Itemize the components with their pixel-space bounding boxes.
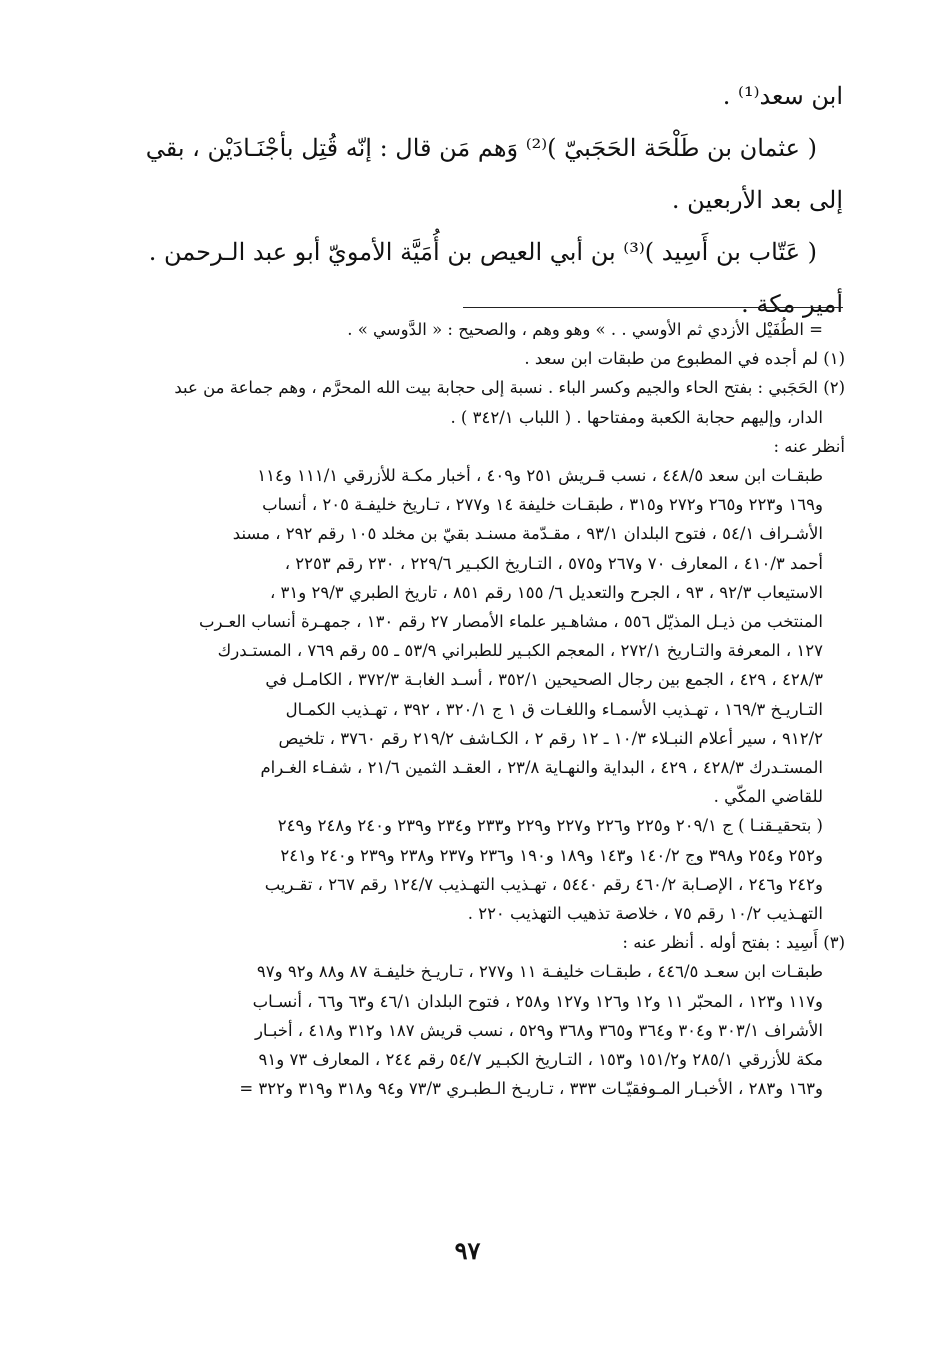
- footnote-line: الاستيعاب ٩٢/٣ ، ٩٣ ، الجرح والتعديل ٦/ ١٥٥ رقم ٨٥١ ، تاريخ الطبري ٢٩/٣ و٣١ ،: [269, 582, 823, 602]
- footnote-line: ( بتحقيـقنـا ) ج ٢٠٩/١ و٢٢٥ و٢٢٦ و٢٢٧ و٢٢٩ و٢٣٣ و٢٣٤ و٢٣٩ و٢٤٠ و٢٤٨ و٢٤٩: [277, 816, 823, 836]
- page-number: ٩٧: [454, 1236, 481, 1265]
- footnote-line: ٩١٢/٢ ، سير أعلام النبـلاء ١٠/٣ ـ ١٢ رقم ٢ ، الكـاشف ٢١٩/٢ رقم ٣٧٦٠ ، تلخيص: [278, 728, 823, 748]
- footnote-line: أحمد ٤١٠/٣ ، المعارف ٧٠ و٢٦٧ و٥٧٥ ، التـاريخ الكبـير ٢٢٩/٦ ، ٢٣٠ رقم ٢٢٥٣ ،: [284, 553, 823, 573]
- footnote-line: الأشـراف ٥٤/١ ، فتوح البلدان ٩٣/١ ، مقـدّمة مسنـد بقيّ بن مخلد ١٠٥ رقم ٢٩٢ ، مسند: [232, 524, 823, 544]
- footnote-line: طبقـات ابن سعـد ٤٤٦/٥ ، طبقـات خليفـة ١١ و٢٧٧ ، تـاريـخ خليفـة ٨٧ و٨٨ و٩٢ و٩٧: [256, 962, 823, 982]
- footnote-line: = الطُفَيْل الأزدي ثم الأوسي . . » وهو وهم ، والصحيح : « الدَّوسي » .: [347, 320, 823, 339]
- main-line: ابن سعد⁽¹⁾ .: [722, 82, 843, 110]
- footnote-line: للقاضي المكّي .: [713, 787, 823, 807]
- main-line: ( عثمان بن طَلْحَة الحَجَبيّ )⁽²⁾ وَهم مَن قال : إنّه قُتِل بأجْنَـادَيْن ، بقي: [145, 134, 817, 162]
- footnote-line: طبقـات ابن سعد ٤٤٨/٥ ، نسب قـريش ٢٥١ و٤٠٩ ، أخبار مكـة للأزرقي ١١١/١ و١١٤: [257, 466, 823, 486]
- footnote-line: ٤٢٨/٣ ، ٤٢٩ ، الجمع بين رجال الصحيحين ٣٥٢/١ ، أسـد الغابـة ٣٧٢/٣ ، الكامـل في: [265, 670, 823, 690]
- footnote-line: مكة للأزرقي ٢٨٥/١ و١٥١/٢ و١٥٣ ، التـاريخ الكبـير ٥٤/٧ رقم ٢٤٤ ، المعارف ٧٣ و٩١: [258, 1050, 823, 1070]
- footnote-line: و١١٧ و١٢٣ ، المحبّر ١١ و١٢ و١٢٦ و١٢٧ و٢٥٨ ، فتوح البلدان ٤٦/١ و٦٣ و٦٦ ، أنسـاب: [252, 991, 823, 1011]
- footnote-line: و١٦٣ و٢٨٣ ، الأخبـار المـوفقيّـات ٣٣٣ ، تـاريـخ الـطبـري ٧٣/٣ و٩٤ و٣١٨ و٣١٩ و٣٢٢ =: [239, 1079, 823, 1099]
- footnote-line: الأشراف ٣٠٣/١ و٣٠٤ و٣٦٤ و٣٦٥ و٣٦٨ و٥٢٩ ، نسب قريش ١٨٧ و٣١٢ و٤١٨ ، أخبـار: [254, 1020, 823, 1040]
- footnote-line: ١٢٧ ، المعرفة والتـاريخ ٢٧٢/١ ، المعجم الكبـير للطبراني ٥٣/٩ ـ ٥٥ رقم ٧٦٩ ، المستـدرك: [217, 641, 823, 661]
- footnote-line: التـاريـخ ١٦٩/٣ ، تهـذيب الأسمـاء واللغـات ق ١ ج ٣٢٠/١ ، ٣٩٢ ، تهـذيب الكمـال: [285, 699, 823, 719]
- main-line: أمير مكة .: [741, 290, 843, 318]
- footnote-line: التهـذيب ١٠/٢ رقم ٧٥ ، خلاصة تذهيب التهذيب ٢٢٠ .: [467, 904, 823, 924]
- footnote-divider: [463, 307, 843, 308]
- footnote-line: و٢٥٢ و٢٥٤ و٣٩٨ وج ١٤٠/٢ و١٤٣ و١٨٩ و١٩٠ و٢٣٦ و٢٣٧ و٢٣٨ و٢٣٩ و٢٤٠ و٢٤١: [280, 845, 823, 865]
- footnote-line: الدار، وإليهم حجابة الكعبة ومفتاحها . ( اللباب ٣٤٢/١ ) .: [450, 407, 823, 427]
- main-text: [83, 70, 843, 330]
- footnote-line: (٣) أَسِيد : بفتح أوله . أنظر عنه :: [622, 933, 845, 953]
- footnote-line: و٢٤٢ و٢٤٦ ، الإصـابة ٤٦٠/٢ رقم ٥٤٤٠ ، تهـذيب التهـذيب ١٢٤/٧ رقم ٢٦٧ ، تقـريب: [264, 874, 823, 894]
- footnote-line: المستـدرك ٤٢٨/٣ ، ٤٢٩ ، البداية والنهـاية ٢٣/٨ ، العقـد الثمين ٢١/٦ ، شفـاء الغـرام: [260, 758, 823, 778]
- footnote-line: و١٦٩ و٢٢٣ و٢٦٥ و٢٧٢ و٣١٥ ، طبقـات خليفة ١٤ و٢٧٧ ، تـاريخ خليفـة ٢٠٥ ، أنساب: [262, 495, 823, 515]
- footnote-line: (١) لم أجده في المطبوع من طبقات ابن سعد .: [524, 349, 845, 369]
- footnotes: [85, 315, 845, 1103]
- footnote-line: (٢) الحَجَبي : بفتح الحاء والجيم وكسر الباء . نسبة إلى حجابة بيت الله المحرَّم ، وهم جماعة من عبد: [174, 378, 845, 398]
- footnote-line: أنظر عنه :: [773, 436, 845, 456]
- main-line: ( عَتّاب بن أَسِيد )⁽³⁾ بن أبي العيص بن أُمَيَّة الأمويّ أبو عبد الـرحمن .: [148, 238, 817, 266]
- footnote-line: المنتخب من ذيـل المذيّل ٥٥٦ ، مشاهـير علماء الأمصار ٢٧ رقم ١٣٠ ، جمهـرة أنساب العـرب: [198, 612, 823, 632]
- main-line: إلى بعد الأربعين .: [671, 186, 843, 214]
